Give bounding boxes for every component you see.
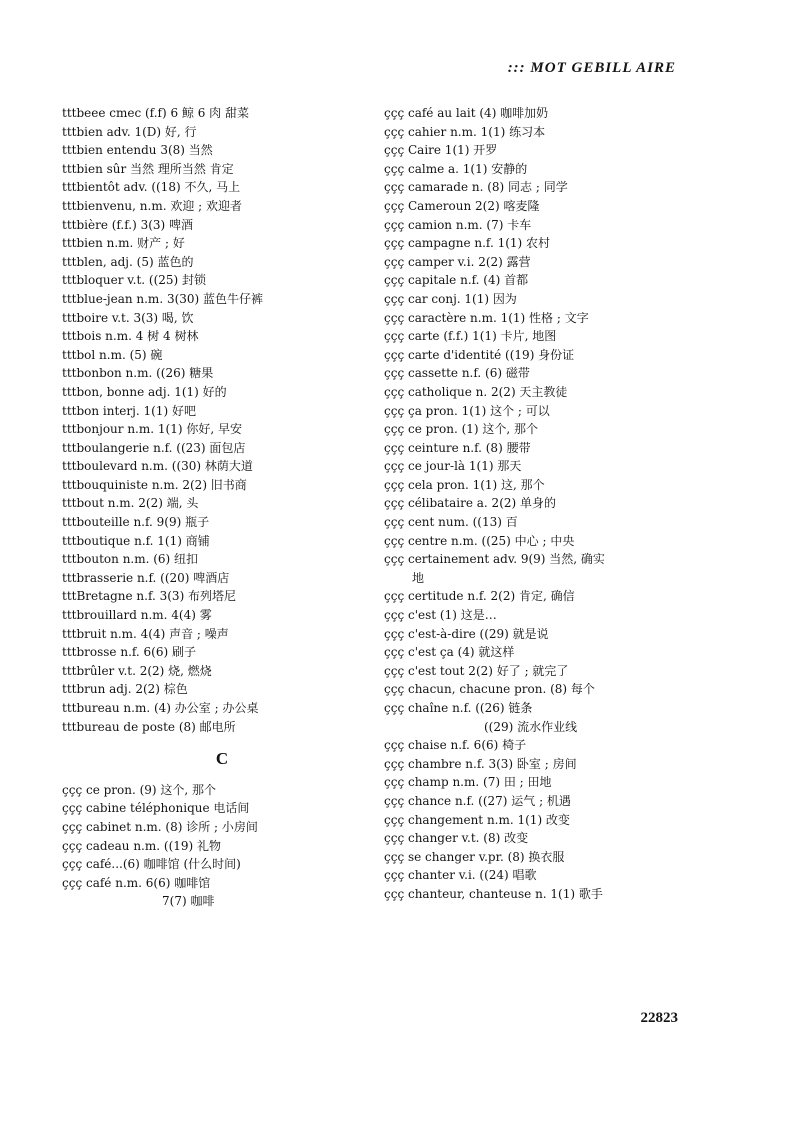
dictionary-entry: ççç camper v.i. 2(2) 露营: [384, 254, 531, 269]
dictionary-entry: ççç cela pron. 1(1) 这, 那个: [384, 477, 545, 492]
dictionary-entry: tttboulangerie n.f. ((23) 面包店: [62, 440, 246, 455]
dictionary-entry: tttbon interj. 1(1) 好吧: [62, 403, 196, 418]
dictionary-entry: tttbonbon n.m. ((26) 糖果: [62, 366, 214, 381]
dictionary-entry: tttbureau de poste (8) 邮电所: [62, 719, 236, 734]
dictionary-entry-continuation: 地: [412, 570, 425, 585]
dictionary-entry: tttboire v.t. 3(3) 喝, 饮: [62, 310, 194, 325]
dictionary-entry: ççç cabinet n.m. (8) 诊所 ; 小房间: [62, 819, 258, 834]
dictionary-entry: tttbureau n.m. (4) 办公室 ; 办公桌: [62, 701, 259, 715]
dictionary-entry: ççç chambre n.f. 3(3) 卧室 ; 房间: [384, 756, 577, 771]
dictionary-entry: ççç camion n.m. (7) 卡车: [384, 217, 532, 232]
dictionary-entry: tttbouton n.m. (6) 纽扣: [62, 552, 199, 567]
dictionary-entry: tttbonjour n.m. 1(1) 你好, 早安: [62, 422, 242, 437]
dictionary-entry: ççç ceinture n.f. (8) 腰带: [384, 440, 531, 455]
dictionary-entry: ççç cabine téléphonique 电话间: [62, 801, 250, 816]
dictionary-entry-continuation: 7(7) 咖啡: [162, 894, 215, 909]
dictionary-entry: tttBretagne n.f. 3(3) 布列塔尼: [62, 589, 237, 604]
dictionary-entry: ççç café...(6) 咖啡馆 (什么时间): [62, 857, 241, 872]
dictionary-entry: ççç célibataire a. 2(2) 单身的: [384, 496, 557, 511]
dictionary-entry: tttbout n.m. 2(2) 端, 头: [62, 496, 199, 511]
dictionary-entry: ççç cadeau n.m. ((19) 礼物: [62, 838, 222, 853]
right-column: [384, 104, 704, 904]
dictionary-entry: ççç c'est ça (4) 就这样: [384, 645, 515, 660]
dictionary-entry: tttbouquiniste n.m. 2(2) 旧书商: [62, 477, 247, 492]
dictionary-entry: ççç changement n.m. 1(1) 改变: [384, 812, 570, 827]
dictionary-entry: ççç chanteur, chanteuse n. 1(1) 歌手: [384, 886, 603, 901]
dictionary-entry: tttbouteille n.f. 9(9) 瓶子: [62, 515, 210, 530]
dictionary-entry: ççç capitale n.f. (4) 首都: [384, 273, 529, 288]
dictionary-entry: ççç camarade n. (8) 同志 ; 同学: [384, 180, 568, 195]
dictionary-entry: tttbol n.m. (5) 碗: [62, 347, 163, 362]
dictionary-entry: tttbois n.m. 4 树 4 树林: [62, 329, 199, 344]
dictionary-entry: ççç c'est (1) 这是…: [384, 608, 497, 623]
dictionary-entry: tttbien n.m. 财产 ; 好: [62, 236, 185, 251]
dictionary-entry: tttbrosse n.f. 6(6) 刷子: [62, 645, 196, 660]
dictionary-entry: tttbien sûr 当然 理所当然 肯定: [62, 161, 234, 176]
dictionary-entry: ççç catholique n. 2(2) 天主教徒: [384, 384, 568, 399]
dictionary-entry: ççç chance n.f. ((27) 运气 ; 机遇: [384, 793, 571, 808]
dictionary-entry: tttblen, adj. (5) 蓝色的: [62, 254, 194, 269]
dictionary-entry: ççç cassette n.f. (6) 磁带: [384, 366, 530, 381]
dictionary-entry: ççç certitude n.f. 2(2) 肯定, 确信: [384, 589, 575, 604]
dictionary-entry: ççç cahier n.m. 1(1) 练习本: [384, 124, 546, 139]
dictionary-entry: ççç chacun, chacune pron. (8) 每个: [384, 682, 595, 697]
dictionary-entry: ççç chanter v.i. ((24) 唱歌: [384, 868, 537, 883]
dictionary-entry: tttboulevard n.m. ((30) 林荫大道: [62, 459, 253, 474]
dictionary-entry: ççç ce jour-là 1(1) 那天: [384, 459, 522, 474]
dictionary-entry: ççç Cameroun 2(2) 喀麦隆: [384, 198, 540, 213]
dictionary-entry: tttblue-jean n.m. 3(30) 蓝色牛仔裤: [62, 291, 264, 306]
left-column: [62, 104, 382, 911]
dictionary-entry: ççç ce pron. (9) 这个, 那个: [62, 782, 217, 797]
dictionary-entry: tttbeee cmec (f.f) 6 鲸 6 肉 甜菜: [62, 106, 249, 120]
dictionary-entry: ççç car conj. 1(1) 因为: [384, 291, 517, 306]
dictionary-entry: ççç c'est tout 2(2) 好了 ; 就完了: [384, 663, 569, 678]
dictionary-entry: tttbien adv. 1(D) 好, 行: [62, 124, 197, 139]
running-header: ::: MOT GEBILL AIRE: [507, 60, 676, 76]
dictionary-entry: tttbière (f.f.) 3(3) 啤酒: [62, 217, 194, 232]
dictionary-entry: ççç chaîne n.f. ((26) 链条: [384, 701, 533, 715]
dictionary-entry: tttbrun adj. 2(2) 棕色: [62, 682, 188, 697]
dictionary-entry: tttbienvenu, n.m. 欢迎 ; 欢迎者: [62, 198, 243, 213]
dictionary-entry: ççç Caire 1(1) 开罗: [384, 143, 498, 158]
dictionary-entry: ççç ça pron. 1(1) 这个 ; 可以: [384, 403, 550, 418]
dictionary-entry: ççç carte d'identité ((19) 身份证: [384, 347, 575, 362]
dictionary-entry: ççç c'est-à-dire ((29) 就是说: [384, 626, 549, 641]
dictionary-entry: tttbloquer v.t. ((25) 封锁: [62, 273, 207, 288]
dictionary-entry: ççç champ n.m. (7) 田 ; 田地: [384, 775, 552, 790]
dictionary-entry: ççç café n.m. 6(6) 咖啡馆: [62, 875, 211, 890]
dictionary-entry: ççç centre n.m. ((25) 中心 ; 中央: [384, 533, 575, 548]
dictionary-entry: tttbruit n.m. 4(4) 声音 ; 噪声: [62, 626, 229, 641]
dictionary-entry: tttbientôt adv. ((18) 不久, 马上: [62, 180, 241, 195]
page-number: 22823: [640, 1010, 678, 1026]
dictionary-entry: tttbrouillard n.m. 4(4) 雾: [62, 608, 212, 623]
dictionary-entry: ççç calme a. 1(1) 安静的: [384, 161, 528, 176]
dictionary-entry: tttbien entendu 3(8) 当然: [62, 143, 213, 158]
dictionary-entry: ççç chaise n.f. 6(6) 椅子: [384, 738, 527, 753]
dictionary-entry: ççç campagne n.f. 1(1) 农村: [384, 236, 551, 251]
dictionary-entry: tttbrasserie n.f. ((20) 啤酒店: [62, 570, 230, 585]
dictionary-entry: ççç caractère n.m. 1(1) 性格 ; 文字: [384, 310, 589, 325]
dictionary-entry: tttboutique n.f. 1(1) 商铺: [62, 533, 210, 548]
dictionary-entry: ççç changer v.t. (8) 改变: [384, 831, 529, 846]
section-heading-c: C: [215, 749, 229, 769]
dictionary-entry: ççç se changer v.pr. (8) 换衣服: [384, 849, 565, 864]
dictionary-entry: tttbon, bonne adj. 1(1) 好的: [62, 384, 227, 399]
dictionary-entry-continuation: ((29) 流水作业线: [484, 719, 578, 734]
dictionary-entry: ççç ce pron. (1) 这个, 那个: [384, 422, 539, 437]
dictionary-entry: tttbrûler v.t. 2(2) 烧, 燃烧: [62, 663, 212, 678]
dictionary-entry: ççç cent num. ((13) 百: [384, 515, 518, 530]
dictionary-entry: ççç café au lait (4) 咖啡加奶: [384, 106, 549, 120]
dictionary-entry: ççç certainement adv. 9(9) 当然, 确实: [384, 552, 605, 567]
dictionary-entry: ççç carte (f.f.) 1(1) 卡片, 地图: [384, 329, 557, 344]
